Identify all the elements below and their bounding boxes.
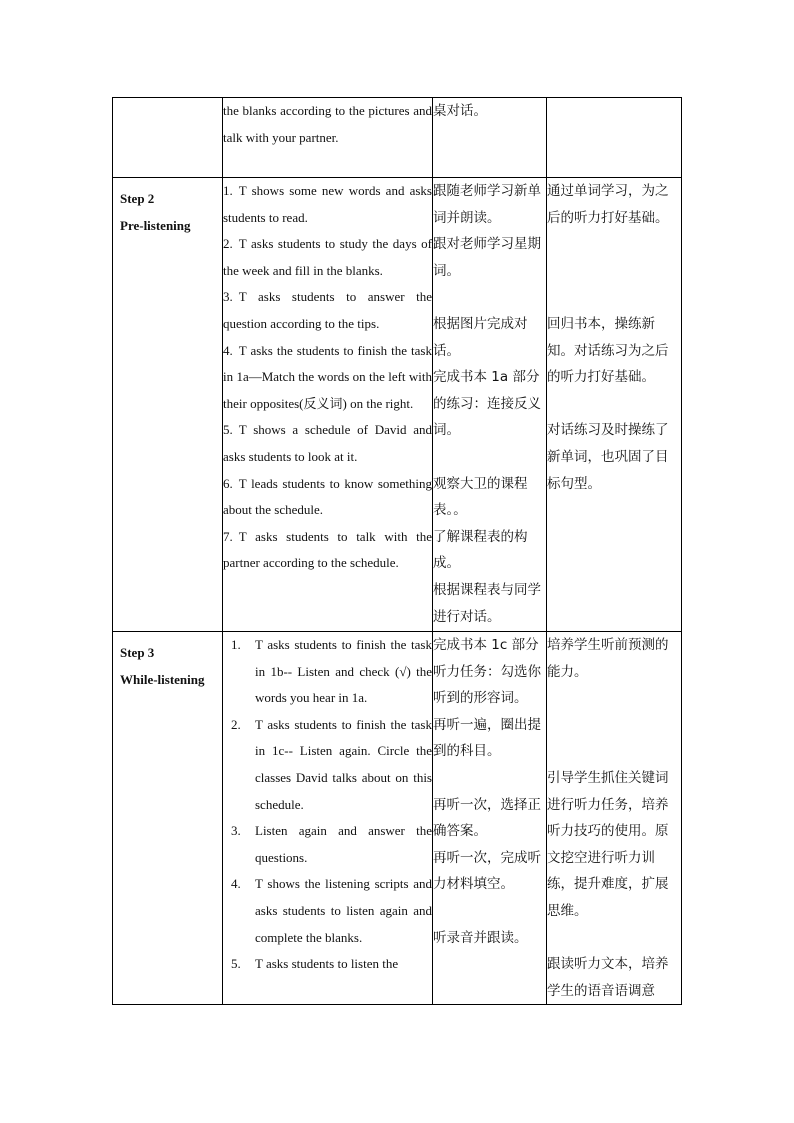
- list-item: 1. T asks students to finish the task in 1b-- Listen and check (√) the words you hear in 1a.: [231, 637, 432, 706]
- purpose-text: 对话练习及时操练了新单词，也巩固了目标句型。: [547, 422, 669, 492]
- purpose-cell: [547, 632, 682, 1005]
- list-item: 3. T asks students to answer the question according to the tips.: [223, 289, 432, 331]
- step-title: Step 3: [120, 645, 155, 660]
- teacher-activity-cell: [223, 178, 433, 632]
- step-cell: [113, 98, 223, 178]
- student-activity-text: 跟对老师学习星期词。: [433, 236, 541, 279]
- student-activity-text: 完成书本 1a 部分的练习：连接反义词。: [433, 369, 541, 439]
- student-activity-text: 再听一遍，圈出提到的科目。: [433, 716, 541, 760]
- list-item: 4. T asks the students to finish the task in 1a—Match the words on the left with their opposites(反义词) on the right.: [223, 342, 432, 411]
- list-item: 1. T shows some new words and asks students to read.: [223, 183, 432, 225]
- teacher-activity-cell: [223, 632, 433, 1005]
- purpose-cell: [547, 98, 682, 178]
- student-activity-text: 再听一次，完成听力材料填空。: [433, 849, 541, 893]
- list-item: 5. T asks students to listen the: [231, 956, 399, 972]
- list-item: 2. T asks students to finish the task in 1c-- Listen again. Circle the classes David talks about on this schedule.: [231, 716, 432, 812]
- list-item: 4. T shows the listening scripts and asks students to listen again and complete the blanks.: [231, 876, 432, 945]
- teacher-activity-text: the blanks according to the pictures and talk with your partner.: [223, 103, 432, 145]
- student-activity-text: 桌对话。: [433, 103, 487, 119]
- table-row-continued: [113, 98, 682, 178]
- purpose-text: 引导学生抓住关键词进行听力任务，培养听力技巧的使用。原文挖空进行听力训练，提升难度，扩展思维。: [547, 769, 669, 919]
- purpose-text: 培养学生听前预测的能力。: [547, 637, 669, 680]
- step-cell: [113, 632, 223, 1005]
- list-item: 6. T leads students to know something about the schedule.: [223, 475, 432, 518]
- student-activity-text: 了解课程表的构成。: [433, 528, 528, 572]
- list-item: 2. T asks students to study the days of the week and fill in the blanks.: [223, 236, 432, 278]
- step-subtitle: Pre-listening: [120, 217, 191, 233]
- student-activity-text: 根据图片完成对话。: [433, 315, 528, 359]
- purpose-text: 回归书本，操练新知。对话练习为之后的听力打好基础。: [547, 315, 669, 386]
- list-item: 5. T shows a schedule of David and asks students to look at it.: [223, 422, 432, 464]
- purpose-text: 通过单词学习，为之后的听力打好基础。: [547, 183, 669, 226]
- student-activity-cell: [433, 98, 547, 178]
- step-title: Step 2: [120, 191, 155, 206]
- student-activity-cell: [433, 632, 547, 1005]
- student-activity-text: 再听一次，选择正确答案。: [433, 796, 541, 840]
- student-activity-text: 根据课程表与同学进行对话。: [433, 581, 541, 625]
- table-row-step3: [113, 632, 682, 1005]
- student-activity-text: 跟随老师学习新单词并朗读。: [433, 183, 541, 226]
- purpose-cell: [547, 178, 682, 632]
- student-activity-text: 完成书本 1c 部分听力任务：勾选你听到的形容词。: [433, 637, 541, 707]
- table-row-step2: [113, 178, 682, 632]
- purpose-text: 跟读听力文本，培养学生的语音语调意: [547, 956, 669, 999]
- teacher-activity-cell: [223, 98, 433, 178]
- student-activity-text: 听录音并跟读。: [433, 929, 528, 946]
- lesson-plan-table: [112, 97, 682, 1005]
- list-item: 7. T asks students to talk with the partner according to the schedule.: [223, 528, 432, 571]
- student-activity-cell: [433, 178, 547, 632]
- step-subtitle: While-listening: [120, 671, 205, 687]
- student-activity-text: 观察大卫的课程表。。: [433, 475, 528, 519]
- list-item: 3. Listen again and answer the questions.: [231, 823, 432, 865]
- step-cell: [113, 178, 223, 632]
